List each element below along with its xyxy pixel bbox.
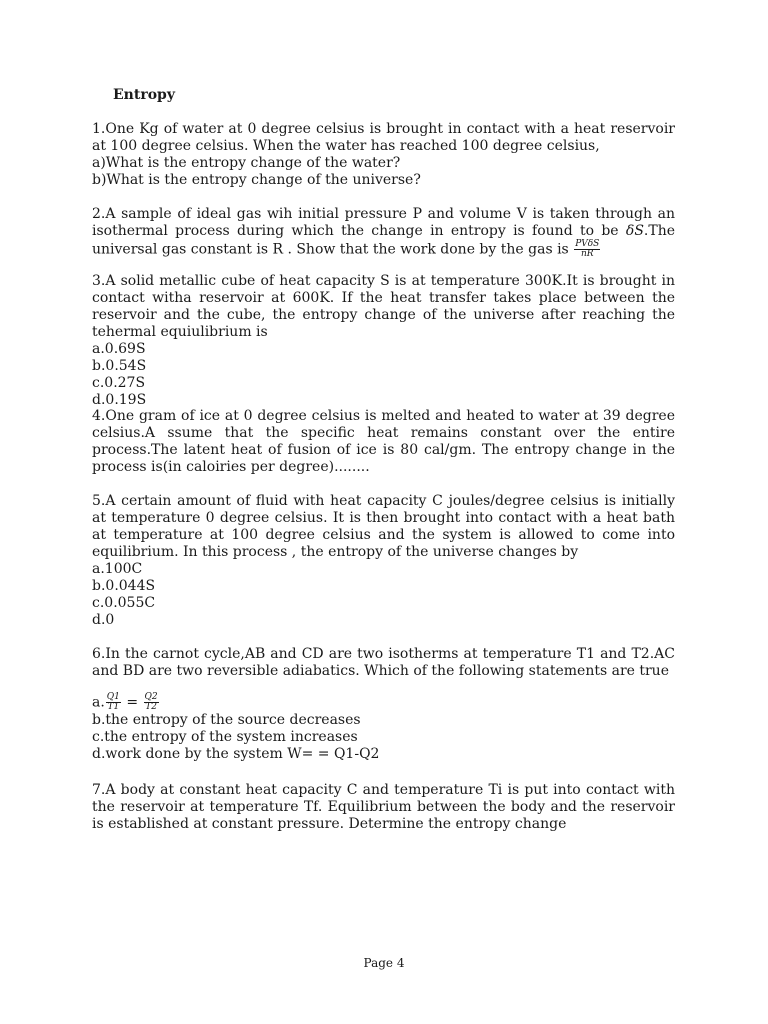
question-1-text: 1.One Kg of water at 0 degree celsius is brought in contact with a heat reservoir at 100 degree celsius. When the water has reached 100 degree celsius, (92, 121, 675, 154)
equals-sign: = (126, 694, 139, 711)
page-title: Entropy (113, 87, 175, 103)
question-3-text: 3.A solid metallic cube of heat capacity S is at temperature 300K.It is brought in contact witha reservoir at 600K. If the heat transfer takes place between the reservoir and the cube, the entropy change of the universe after reaching the tehermal equiulibrium is (92, 273, 675, 340)
question-4-text: 4.One gram of ice at 0 degree celsius is melted and heated to water at 39 degree celsius.A ssume that the specific heat remains constant over the entire process.The latent heat of fusion of ice is 80 cal/gm. The entropy change in the process is(in caloiries per degree)........ (92, 408, 675, 475)
q2-over-t2-fraction (144, 693, 159, 712)
option-a-prefix: a. (92, 694, 105, 711)
fraction-numerator: Q2 (144, 692, 158, 702)
option-d: d.0.19S (92, 392, 147, 408)
question-7 (92, 782, 675, 833)
question-5 (92, 493, 675, 629)
question-7-text: 7.A body at constant heat capacity C and temperature Ti is put into contact with the reservoir at temperature Tf. Equilibrium between the body and the reservoir is established at constant pressure. Determine the entropy change (92, 782, 675, 832)
option-c: c.0.27S (92, 375, 146, 391)
fraction-denominator: T1 (107, 702, 120, 712)
question-4 (92, 408, 675, 476)
work-fraction-numerator: PVδS (575, 239, 600, 249)
question-6-text: 6.In the carnot cycle,AB and CD are two isotherms at temperature T1 and T2.AC and BD are two reversible adiabatics. Which of the following statements are true (92, 646, 675, 679)
question-2 (92, 206, 675, 259)
q1-over-t1-fraction (106, 693, 121, 712)
option-d: d.work done by the system W= = Q1-Q2 (92, 746, 380, 762)
option-b: b.0.044S (92, 578, 156, 594)
option-d: d.0 (92, 612, 115, 628)
fraction-denominator: T2 (145, 702, 157, 712)
work-fraction (574, 240, 600, 259)
question-3-options (92, 341, 675, 409)
option-c: c.the entropy of the system increases (92, 729, 358, 745)
option-b: b.0.54S (92, 358, 147, 374)
delta-s-symbol: δS (625, 223, 644, 239)
question-6 (92, 646, 675, 763)
question-1 (92, 121, 675, 189)
question-1-part-b: b)What is the entropy change of the universe? (92, 172, 421, 188)
option-a: a.100C (92, 561, 143, 577)
page-number: Page 4 (363, 956, 405, 970)
question-2-text-before: 2.A sample of ideal gas wih initial pressure P and volume V is taken through an isothermal process during which the change in entropy is found to be (92, 206, 675, 239)
question-3 (92, 273, 675, 409)
question-6-options (92, 693, 675, 763)
question-2-text (92, 206, 675, 259)
option-a: a.0.69S (92, 341, 146, 357)
fraction-numerator: Q1 (106, 692, 120, 702)
option-b: b.the entropy of the source decreases (92, 712, 361, 728)
option-a (92, 693, 675, 712)
question-5-options (92, 561, 675, 629)
question-1-part-a: a)What is the entropy change of the water? (92, 155, 401, 171)
question-5-text: 5.A certain amount of fluid with heat capacity C joules/degree celsius is initially at temperature 0 degree celsius. It is then brought into contact with a heat bath at temperature at 100 degree celsius and the system is allowed to come into equilibrium. In this process , the entropy of the universe changes by (92, 493, 675, 560)
work-fraction-denominator: nR (580, 249, 594, 259)
option-c: c.0.055C (92, 595, 156, 611)
question-2-text-mid: .The universal gas constant is R . Show that the work done by the gas is (92, 223, 676, 258)
